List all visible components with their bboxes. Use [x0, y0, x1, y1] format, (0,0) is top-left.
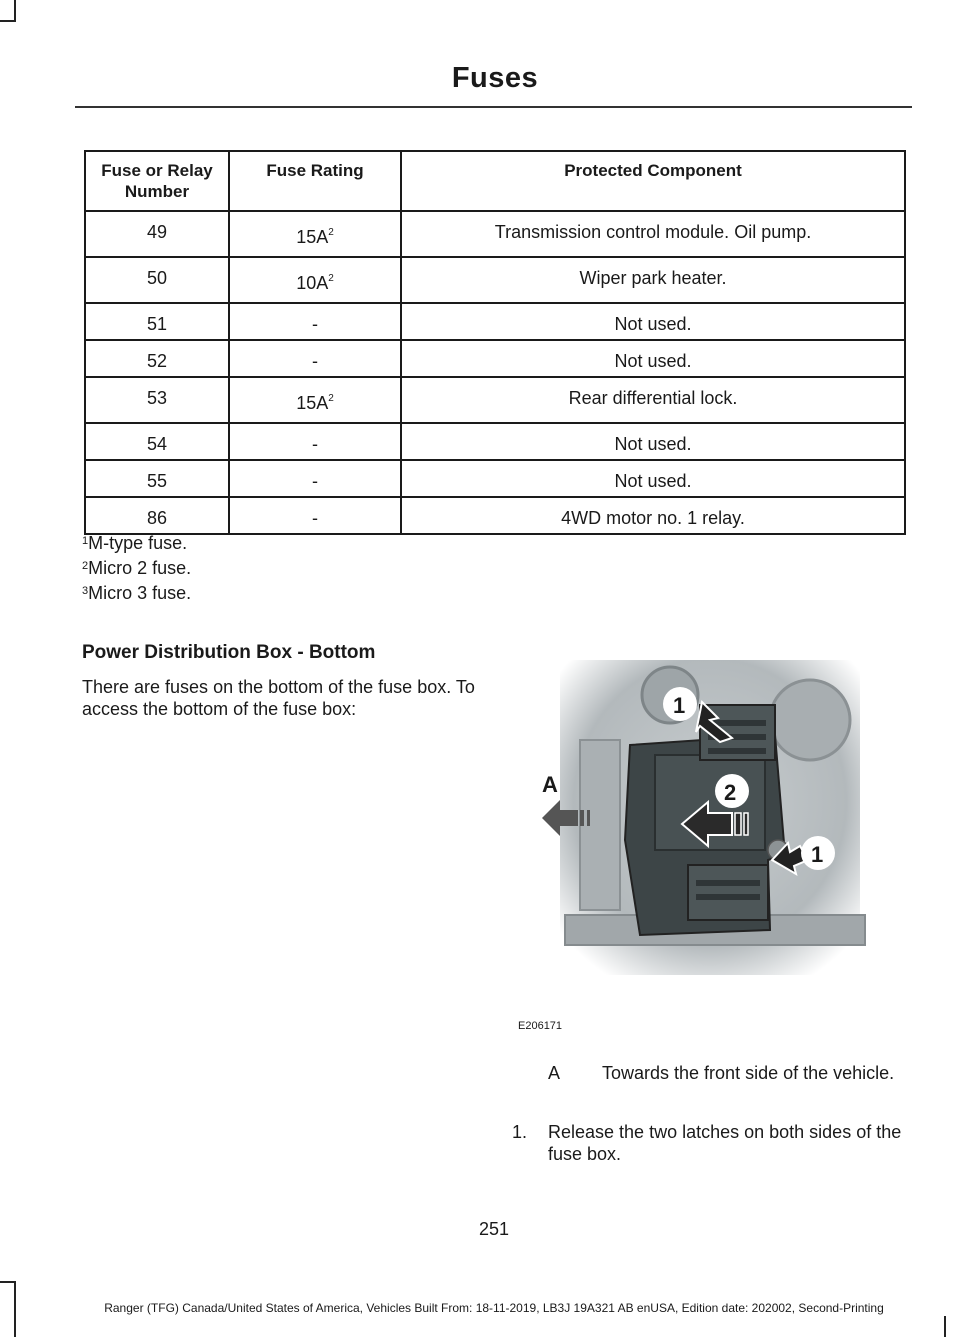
page-title: Fuses: [451, 62, 539, 94]
engine-part: [770, 680, 850, 760]
header-divider: [75, 106, 912, 108]
table-row: [85, 303, 905, 340]
page-number: 251: [478, 1219, 510, 1239]
fuse-rating: -: [229, 340, 401, 377]
column-header-number: Fuse or Relay Number: [85, 151, 229, 211]
protected-component: Transmission control module. Oil pump.: [401, 211, 905, 257]
protected-component: Not used.: [401, 423, 905, 460]
fuse-number: 54: [85, 423, 229, 460]
fuse-number: 51: [85, 303, 229, 340]
footnote: [82, 556, 191, 581]
intro-paragraph: There are fuses on the bottom of the fuse box. To access the bottom of the fuse box:: [82, 677, 475, 719]
fuse-number: 86: [85, 497, 229, 534]
fuse-rating: [229, 211, 401, 257]
protected-component: Not used.: [401, 460, 905, 497]
column-header-rating: Fuse Rating: [229, 151, 401, 211]
legend-key: A: [548, 1063, 561, 1083]
step-text: Release the two latches on both sides of the fuse box.: [548, 1122, 902, 1164]
fuse-box-illustration: [520, 660, 870, 980]
section-heading: Power Distribution Box - Bottom: [82, 642, 376, 663]
protected-component: Wiper park heater.: [401, 257, 905, 303]
crop-mark: [944, 1316, 946, 1337]
protected-component: Not used.: [401, 340, 905, 377]
crop-mark: [0, 20, 16, 22]
footnotes: [82, 531, 191, 606]
fuse-number: 55: [85, 460, 229, 497]
rating-footnote: 2: [328, 273, 334, 284]
footnote-text: Micro 3 fuse.: [88, 583, 192, 603]
footnote-mark: 3: [82, 585, 89, 597]
callout-one-bottom: 1: [811, 842, 824, 867]
rating-footnote: 2: [328, 393, 334, 404]
fuse-number: 50: [85, 257, 229, 303]
page-footer: Ranger (TFG) Canada/United States of America, Vehicles Built From: 18-11-2019, LB3J 19A321 AB enUSA, Edition date: 202002, Second-Printing: [104, 1301, 884, 1315]
table-row: [85, 377, 905, 423]
rating-value: 15A: [296, 393, 329, 413]
fuse-number: 53: [85, 377, 229, 423]
table-header-row: [85, 151, 905, 211]
fuse-number: 49: [85, 211, 229, 257]
column-header-component: Protected Component: [401, 151, 905, 211]
step-number: 1.: [512, 1122, 528, 1142]
crop-mark: [14, 0, 16, 20]
table-row: [85, 497, 905, 534]
footnote-text: Micro 2 fuse.: [88, 558, 192, 578]
table-row: [85, 340, 905, 377]
fuse-number: 52: [85, 340, 229, 377]
crop-mark: [0, 1281, 16, 1283]
bracket: [580, 740, 620, 910]
table-row: [85, 460, 905, 497]
rating-value: 10A: [296, 273, 329, 293]
footnote-text: M-type fuse.: [88, 533, 188, 553]
rating-value: 15A: [296, 227, 329, 247]
callout-a: A: [542, 772, 558, 797]
callout-two: 2: [724, 780, 737, 805]
table-row: [85, 423, 905, 460]
protected-component: 4WD motor no. 1 relay.: [401, 497, 905, 534]
table-row: [85, 257, 905, 303]
footnote-mark: 1: [82, 535, 89, 547]
fuse-rating: [229, 377, 401, 423]
table-row: [85, 211, 905, 257]
protected-component: Not used.: [401, 303, 905, 340]
footnote-mark: 2: [82, 560, 89, 572]
fuse-rating: -: [229, 423, 401, 460]
legend-description: Towards the front side of the vehicle.: [602, 1063, 895, 1083]
protected-component: Rear differential lock.: [401, 377, 905, 423]
connector: [688, 865, 768, 920]
figure-code: E206171: [518, 1020, 563, 1032]
fuse-rating: -: [229, 303, 401, 340]
fuse-rating: -: [229, 460, 401, 497]
fuse-rating: [229, 257, 401, 303]
footnote: [82, 531, 191, 556]
rating-footnote: 2: [328, 227, 334, 238]
footnote: [82, 581, 191, 606]
fuse-rating: -: [229, 497, 401, 534]
callout-one-top: 1: [673, 693, 686, 718]
fuse-table: [84, 150, 906, 535]
